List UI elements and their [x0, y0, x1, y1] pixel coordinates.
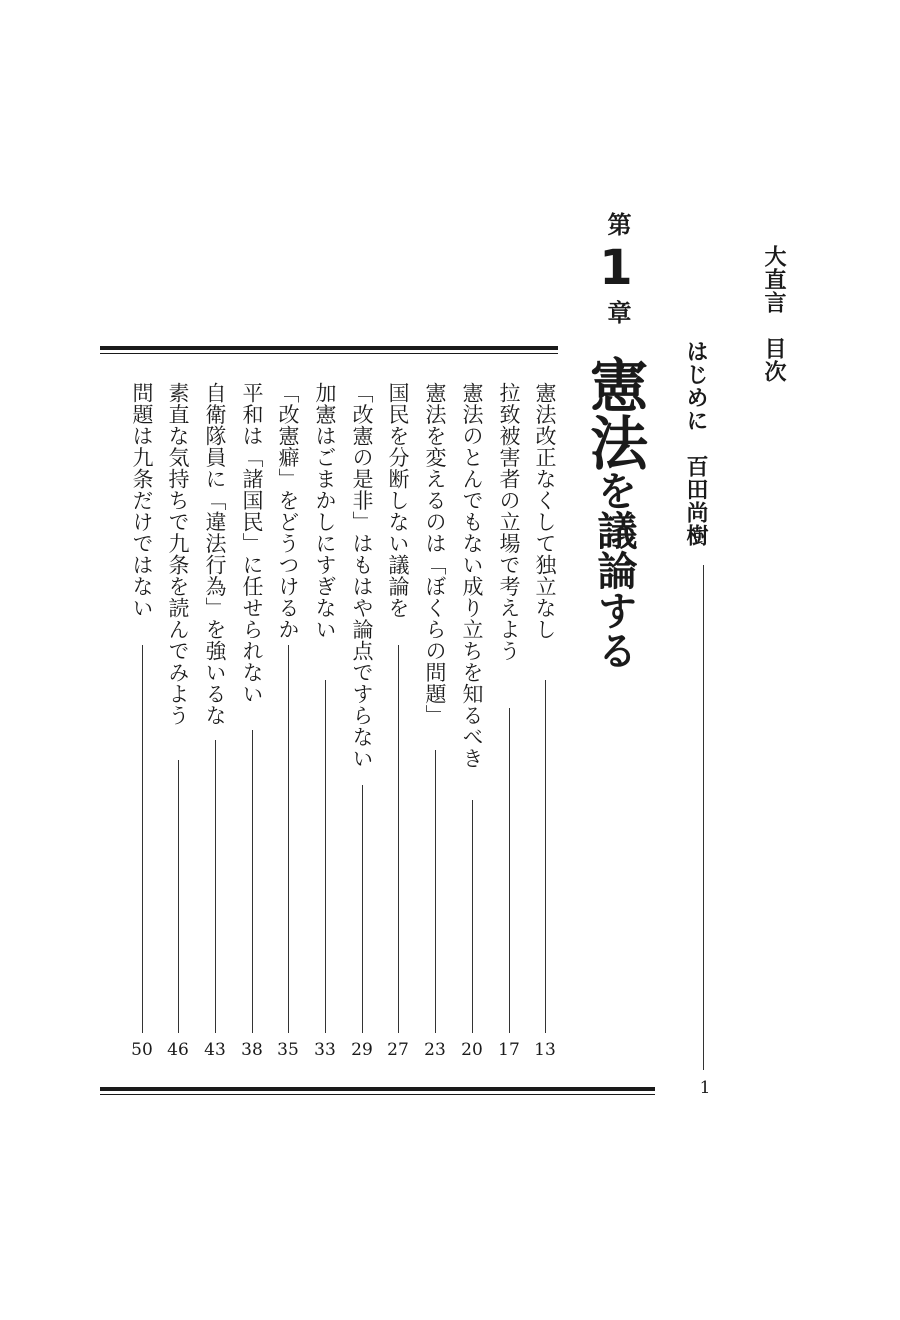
book-title: 大直言 目次: [761, 245, 786, 383]
toc-entry-leader-line: [398, 645, 399, 1033]
chapter-title-main[interactable]: 憲法: [580, 355, 648, 471]
chapter-label-sho: 章: [603, 300, 631, 324]
toc-entry-title[interactable]: 憲法を変えるのは「ぼくらの問題」: [423, 382, 447, 726]
toc-entry-leader-line: [252, 730, 253, 1033]
top-double-rule: [100, 346, 558, 354]
toc-entry-leader-line: [178, 760, 179, 1033]
toc-entry-title[interactable]: 自衛隊員に「違法行為」を強いるな: [203, 382, 227, 726]
toc-entry-title[interactable]: 問題は九条だけではない: [130, 382, 154, 619]
toc-intro-page-number: 1: [699, 1078, 711, 1098]
toc-entry-page-number: 17: [498, 1040, 520, 1060]
toc-entry-leader-line: [215, 740, 216, 1033]
toc-entry-title[interactable]: 憲法改正なくして独立なし: [533, 382, 557, 640]
toc-entry-page-number: 46: [167, 1040, 189, 1060]
toc-entry-title[interactable]: 「改憲癖」をどうつけるか: [276, 382, 300, 640]
toc-entry-leader-line: [545, 680, 546, 1033]
toc-entry-page-number: 29: [351, 1040, 373, 1060]
toc-entry-leader-line: [435, 750, 436, 1033]
toc-entry-leader-line: [362, 785, 363, 1033]
toc-entry-page-number: 43: [204, 1040, 226, 1060]
toc-intro-leader-line: [703, 565, 704, 1070]
toc-intro-label[interactable]: はじめに: [683, 340, 708, 432]
toc-entry-title[interactable]: 「改憲の是非」はもはや論点ですらない: [350, 382, 374, 769]
toc-entry-page-number: 35: [277, 1040, 299, 1060]
toc-entry-page-number: 50: [131, 1040, 153, 1060]
toc-entry-title[interactable]: 素直な気持ちで九条を読んでみよう: [166, 382, 190, 726]
toc-entry-title[interactable]: 拉致被害者の立場で考えよう: [497, 382, 521, 662]
toc-intro-author: 百田尚樹: [683, 455, 708, 547]
toc-entry-leader-line: [325, 680, 326, 1033]
toc-entry-title[interactable]: 国民を分断しない議論を: [386, 382, 410, 619]
toc-entry-page-number: 20: [461, 1040, 483, 1060]
toc-entry-leader-line: [472, 800, 473, 1033]
toc-entry-page-number: 13: [534, 1040, 556, 1060]
toc-entry-page-number: 38: [241, 1040, 263, 1060]
toc-entry-title[interactable]: 平和は「諸国民」に任せられない: [240, 382, 264, 705]
toc-entry-page-number: 27: [387, 1040, 409, 1060]
chapter-number: 1: [599, 240, 633, 296]
bottom-double-rule: [100, 1087, 655, 1095]
toc-entry-leader-line: [509, 708, 510, 1033]
toc-entry-title[interactable]: 憲法のとんでもない成り立ちを知るべき: [460, 382, 484, 769]
toc-entry-leader-line: [288, 645, 289, 1033]
toc-entry-page-number: 23: [424, 1040, 446, 1060]
toc-entry-title[interactable]: 加憲はごまかしにすぎない: [313, 382, 337, 640]
chapter-label-dai: 第: [603, 212, 631, 236]
toc-entry-leader-line: [142, 645, 143, 1033]
chapter-title-rest[interactable]: を議論する: [591, 470, 637, 670]
toc-entry-page-number: 33: [314, 1040, 336, 1060]
